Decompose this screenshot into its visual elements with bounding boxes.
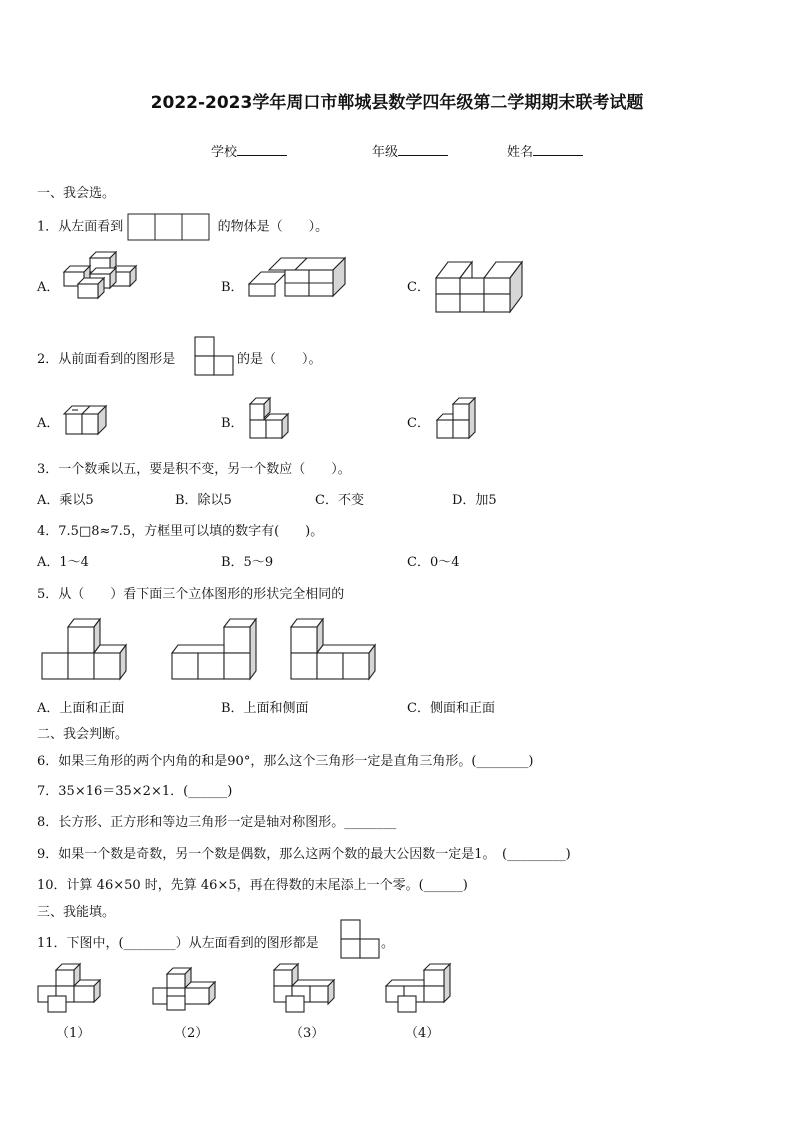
q1-text-pre: 1．从左面看到 — [37, 219, 124, 235]
q3-option-b[interactable]: B．除以5 — [175, 493, 232, 508]
question-4: 4．7.5□8≈7.5，方框里可以填的数字有( )。 — [37, 524, 324, 539]
q11-figure-2 — [153, 968, 219, 1014]
q1-option-c-figure[interactable] — [436, 262, 526, 314]
q11-figure-3 — [272, 964, 338, 1016]
q11-label-2: （2） — [174, 1026, 209, 1041]
name-label: 姓名 — [507, 145, 534, 160]
q2-option-a-label[interactable]: A． — [37, 416, 60, 431]
q3-option-c[interactable]: C．不变 — [315, 493, 364, 508]
q2-option-b-figure[interactable] — [248, 398, 292, 440]
q4-option-c[interactable]: C．0～4 — [407, 555, 460, 570]
q5-option-b[interactable]: B．上面和侧面 — [221, 701, 309, 716]
q5-figure-1 — [42, 619, 128, 681]
q11-label-4: （4） — [405, 1026, 440, 1041]
question-3: 3．一个数乘以五，要是积不变，另一个数应（ ）。 — [37, 462, 351, 477]
section-2-heading: 二、我会判断。 — [37, 727, 129, 742]
question-7: 7．35×16＝35×2×1．(______) — [37, 784, 233, 799]
q1-option-c-label[interactable]: C． — [407, 280, 430, 295]
q2-option-c-figure[interactable] — [435, 398, 479, 440]
question-5: 5．从（ ）看下面三个立体图形的形状完全相同的 — [37, 587, 345, 602]
question-2 — [37, 348, 175, 367]
q11-view-figure — [340, 919, 380, 959]
q11-text-post: 。 — [381, 936, 395, 951]
q1-view-figure — [127, 213, 213, 241]
question-8: 8．长方形、正方形和等边三角形一定是轴对称图形。________ — [37, 815, 397, 830]
q1-option-b-label[interactable]: B． — [221, 280, 244, 295]
grade-blank[interactable] — [398, 143, 448, 156]
school-field — [211, 141, 287, 160]
q3-option-d[interactable]: D．加5 — [452, 493, 497, 508]
q11-label-3: （3） — [290, 1026, 325, 1041]
name-blank[interactable] — [533, 143, 583, 156]
q11-figure-1 — [38, 964, 104, 1016]
grade-label: 年级 — [372, 145, 399, 160]
q1-option-b-figure[interactable] — [249, 256, 349, 300]
question-10: 10．计算 46×50 时，先算 46×5，再在得数的末尾添上一个零。(______) — [37, 878, 468, 893]
grade-field — [372, 141, 448, 160]
section-1-heading: 一、我会选。 — [37, 186, 116, 201]
question-6: 6．如果三角形的两个内角的和是90°，那么这个三角形一定是直角三角形。(________) — [37, 754, 534, 769]
q2-text-post: 的是（ ）。 — [237, 352, 322, 367]
q2-option-b-label[interactable]: B． — [221, 416, 244, 431]
q4-option-b[interactable]: B．5～9 — [221, 555, 274, 570]
q2-option-a-figure[interactable] — [64, 404, 110, 436]
school-blank[interactable] — [237, 143, 287, 156]
q1-option-a-figure[interactable] — [64, 252, 146, 300]
school-label: 学校 — [211, 145, 238, 160]
q11-text-pre: 11．下图中，(________）从左面看到的图形都是 — [37, 936, 319, 951]
name-field — [507, 141, 583, 160]
q5-option-c[interactable]: C．侧面和正面 — [407, 701, 495, 716]
q4-option-a[interactable]: A．1～4 — [37, 555, 89, 570]
section-3-heading: 三、我能填。 — [37, 905, 116, 920]
q5-option-a[interactable]: A．上面和正面 — [37, 701, 125, 716]
q11-label-1: （1） — [56, 1026, 91, 1041]
question-9: 9．如果一个数是奇数，另一个数是偶数，那么这两个数的最大公因数一定是1。 (_________) — [37, 847, 571, 862]
q1-option-a-label[interactable]: A． — [37, 280, 60, 295]
q3-option-a[interactable]: A．乘以5 — [37, 493, 94, 508]
question-1 — [37, 213, 328, 241]
q1-text-post: 的物体是（ ）。 — [217, 219, 329, 235]
q2-option-c-label[interactable]: C． — [407, 416, 430, 431]
page-title: 2022-2023学年周口市郸城县数学四年级第二学期期末联考试题 — [150, 93, 644, 113]
q2-view-figure — [194, 336, 234, 376]
q2-text-pre: 2．从前面看到的图形是 — [37, 352, 176, 367]
q11-figure-4 — [386, 964, 454, 1016]
q5-figure-3 — [291, 619, 377, 681]
q5-figure-2 — [172, 619, 258, 681]
